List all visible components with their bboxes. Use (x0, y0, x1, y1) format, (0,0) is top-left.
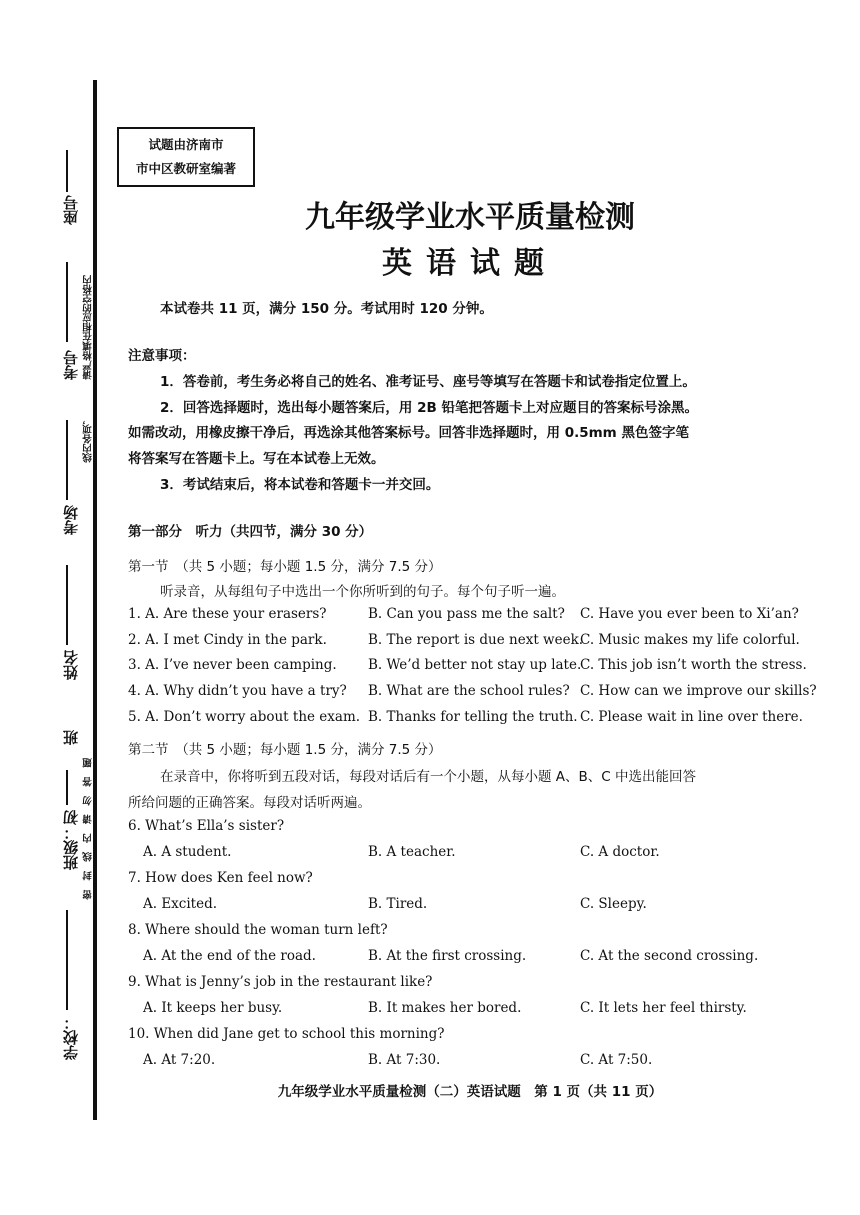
name-blank (66, 565, 68, 645)
seat-blank (66, 150, 68, 192)
section2-instruction-1: 在录音中，你将听到五段对话，每段对话后有一个小题，从每小题 A、B、C 中选出能回答 (160, 769, 697, 785)
school-label: 学校： (62, 1015, 80, 1060)
main-title: 九年级学业水平质量检测 (305, 200, 635, 235)
answer-8c: C. At the second crossing. (580, 948, 759, 964)
answer-10a: A. At 7:20. (143, 1052, 216, 1068)
school-blank (66, 910, 68, 1010)
class-label: 班 (62, 730, 80, 745)
note-2-cont-1: 如需改动，用橡皮擦干净后，再选涂其他答案标号。回答非选择题时，用 0.5mm 黑色签字笔 (128, 425, 689, 441)
note-1: 1．答卷前，考生务必将自己的姓名、准考证号、座号等填写在答题卡和试卷指定位置上。 (160, 374, 696, 390)
room-blank (66, 420, 68, 500)
room-label: 考场 (62, 505, 80, 535)
notes-heading: 注意事项： (128, 348, 196, 364)
stamp-line-1: 试题由济南市 (148, 137, 224, 152)
note-2-cont-2: 将答案写在答题卡上。写在本试卷上无效。 (128, 451, 385, 467)
part1-heading: 第一部分 听力（共四节，满分 30 分） (128, 524, 373, 540)
intro-line: 本试卷共 11 页，满分 150 分。考试用时 120 分钟。 (160, 301, 493, 317)
option-4c: C. How can we improve our skills? (580, 683, 817, 699)
compiler-stamp (117, 127, 255, 187)
answer-6b: B. A teacher. (368, 844, 456, 860)
option-4a: 4. A. Why didn’t you have a try? (128, 683, 347, 699)
grade-class-blank (66, 770, 68, 805)
note-2: 2．回答选择题时，选出每小题答案后，用 2B 铅笔把答题卡上对应题目的答案标号涂黑。 (160, 400, 698, 416)
seal-text: 密 封 线 内 请 勿 答 题 (83, 755, 94, 900)
option-3c: C. This job isn’t worth the stress. (580, 657, 807, 673)
answer-9b: B. It makes her bored. (368, 1000, 522, 1016)
section1-instruction: 听录音，从每组句子中选出一个你所听到的句子。每个句子听一遍。 (160, 584, 565, 600)
answer-9a: A. It keeps her busy. (143, 1000, 283, 1016)
page-footer: 九年级学业水平质量检测（二）英语试题 第 1 页（共 11 页） (277, 1084, 663, 1100)
name-label: 姓名 (62, 650, 80, 680)
option-1c: C. Have you ever been to Xi’an? (580, 606, 799, 622)
answer-6c: C. A doctor. (580, 844, 660, 860)
question-9: 9. What is Jenny’s job in the restaurant like? (128, 974, 433, 990)
stamp-line-2: 市中区教研室编著 (135, 161, 236, 176)
section2-instruction-2: 所给问题的正确答案。每段对话听两遍。 (128, 795, 371, 811)
section1-heading: 第一节 （共 5 小题；每小题 1.5 分，满分 7.5 分） (128, 559, 442, 575)
question-8: 8. Where should the woman turn left? (128, 922, 388, 938)
answer-6a: A. A student. (143, 844, 232, 860)
answer-8b: B. At the first crossing. (368, 948, 527, 964)
exam-no-label: 考号 (62, 350, 80, 380)
question-6: 6. What’s Ella’s sister? (128, 818, 285, 834)
question-10: 10. When did Jane get to school this morning? (128, 1026, 445, 1042)
option-2c: C. Music makes my life colorful. (580, 632, 800, 648)
option-1a: 1. A. Are these your erasers? (128, 606, 327, 622)
question-7: 7. How does Ken feel now? (128, 870, 313, 886)
answer-9c: C. It lets her feel thirsty. (580, 1000, 747, 1016)
option-5b: B. Thanks for telling the truth. (368, 709, 578, 725)
answer-7a: A. Excited. (143, 896, 218, 912)
option-2b: B. The report is due next week. (368, 632, 584, 648)
grade-class-label: 班级：初 (62, 810, 80, 870)
answer-7b: B. Tired. (368, 896, 428, 912)
option-1b: B. Can you pass me the salt? (368, 606, 565, 622)
answer-8a: A. At the end of the road. (143, 948, 316, 964)
note-3: 3．考试结束后，将本试卷和答题卡一并交回。 (160, 477, 440, 493)
answer-7c: C. Sleepy. (580, 896, 647, 912)
seat-label: 座号 (62, 195, 80, 225)
margin-inner: 线内各项， (83, 415, 94, 463)
option-4b: B. What are the school rules? (368, 683, 570, 699)
binding-line (93, 80, 97, 1120)
section2-heading: 第二节 （共 5 小题；每小题 1.5 分，满分 7.5 分） (128, 742, 442, 758)
option-3a: 3. A. I’ve never been camping. (128, 657, 337, 673)
option-2a: 2. A. I met Cindy in the park. (128, 632, 327, 648)
sub-title: 英语试题 (382, 246, 558, 281)
option-3b: B. We’d better not stay up late. (368, 657, 582, 673)
margin-notice: 请严格填在相应的空格内 (83, 275, 94, 380)
answer-10b: B. At 7:30. (368, 1052, 441, 1068)
option-5c: C. Please wait in line over there. (580, 709, 803, 725)
option-5a: 5. A. Don’t worry about the exam. (128, 709, 361, 725)
answer-10c: C. At 7:50. (580, 1052, 653, 1068)
